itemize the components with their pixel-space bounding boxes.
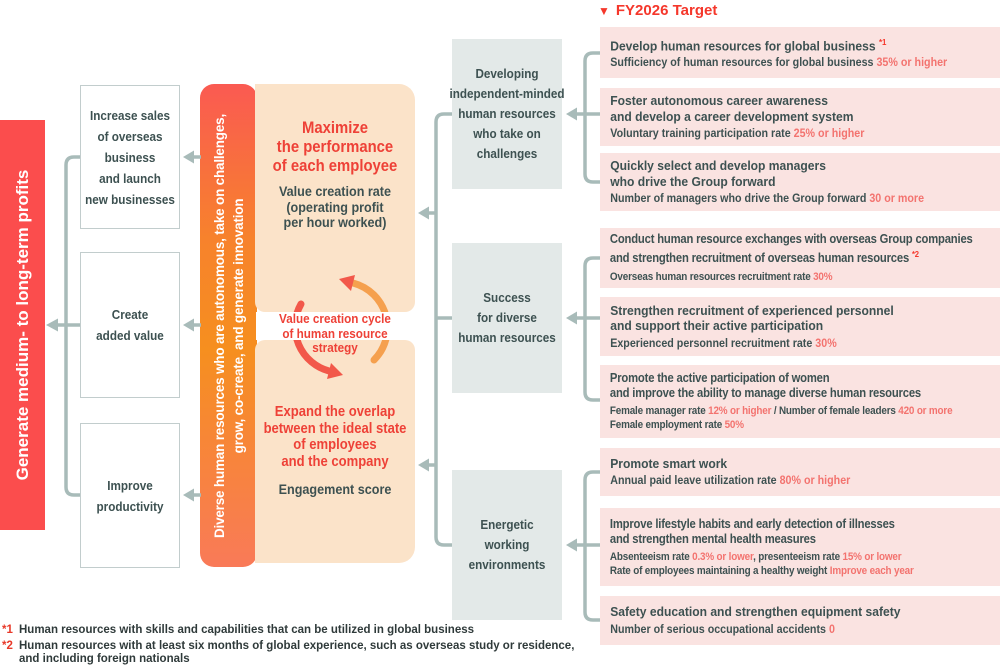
target-box-metrics: Annual paid leave utilization rate 80% or higher	[610, 475, 851, 488]
cycle-label: Value creation cycle of human resource strategy	[279, 311, 391, 355]
pillar-box-label: Energetic working environments	[468, 517, 546, 572]
profit-bar	[0, 120, 45, 530]
target-box-title: Promote the active participation of women and improve the ability to manage diverse human resources	[609, 371, 921, 400]
pillar-box-developing	[449, 39, 565, 189]
pillar-box-label: Developing independent-minded human resources who take on challenges	[449, 66, 565, 161]
target-box-metrics: Number of serious occupational accidents 0	[610, 623, 835, 636]
target-box-title: Develop human resources for global business $^{*1}$	[610, 36, 887, 53]
pillar-box-label: Success for diverse human resources	[458, 290, 556, 345]
profit-bar-label: Generate medium- to long-term profits	[12, 169, 32, 481]
connector-group3-bracket	[585, 472, 600, 620]
footnote-marker: *1	[2, 624, 13, 636]
outcome-box-increase-sales	[80, 85, 180, 229]
outcome-box-create-added-value	[80, 252, 180, 398]
target-box-title: Promote smart work	[610, 455, 728, 471]
value-creation-rate-label: Value creation rate (operating profit per hour worked)	[278, 183, 392, 230]
target-box-safety	[600, 596, 1000, 645]
footnotes	[2, 624, 574, 669]
footnote-marker: *2	[2, 639, 13, 652]
pillar-box-energetic	[452, 470, 562, 620]
footnote-item	[2, 624, 574, 638]
footnote-item	[2, 640, 574, 667]
diverse-bar-label: Diverse human resources who are autonomous, take on challenges, grow, co-create, and generate innovation	[211, 113, 246, 538]
target-box-overseas-exchanges	[600, 228, 1000, 288]
target-box-metrics: Female manager rate 12% or higher / Number of female leaders 420 or more Female employment rate 50%	[609, 405, 953, 431]
diverse-human-resources-bar	[200, 84, 257, 567]
arrowhead-into-panel-bottom	[418, 459, 429, 472]
target-box-develop-managers	[600, 153, 1000, 211]
target-box-metrics: Experienced personnel recruitment rate 30%	[610, 337, 837, 350]
target-box-global-business	[600, 27, 1000, 78]
triangle-down-icon: ▼	[598, 3, 610, 18]
target-box-experienced-personnel	[600, 297, 1000, 356]
target-box-lifestyle-health	[600, 508, 1000, 586]
connector-group2-bracket	[585, 258, 600, 400]
outcome-box-improve-productivity	[80, 423, 180, 568]
arrowhead-into-profit-bar	[46, 319, 58, 332]
outcome-box-label: Create added value	[96, 307, 164, 343]
target-box-metrics: Number of managers who drive the Group forward 30 or more	[610, 193, 925, 205]
fy2026-target-label: FY2026 Target	[615, 2, 718, 19]
expand-overlap-heading: Expand the overlap between the ideal state of employees and the company	[263, 404, 407, 470]
fy2026-target-header	[598, 2, 717, 19]
target-box-career-awareness	[600, 88, 1000, 146]
maximize-heading: Maximize the performance of each employee	[272, 119, 398, 175]
target-box-title: Foster autonomous career awareness and develop a career development system	[610, 93, 854, 124]
target-box-metrics: Absenteeism rate 0.3% or lower, presenteeism rate 15% or lower Rate of employees maintaining a healthy weight Improve each year	[609, 550, 914, 577]
footnote-text: Human resources with skills and capabilities that can be utilized in global business	[19, 624, 475, 636]
connector-group1-bracket	[585, 53, 600, 182]
target-box-women-participation	[600, 365, 1000, 438]
arrowhead-into-panel-top	[418, 207, 429, 220]
footnote-text: Human resources with at least six months of global experience, such as overseas study or residence, and including foreign nationals	[19, 639, 575, 665]
target-box-metrics: Overseas human resources recruitment rate 30%	[609, 270, 833, 283]
target-box-title: Improve lifestyle habits and early detection of illnesses and strengthen mental health measures	[609, 516, 895, 546]
target-box-title: Strengthen recruitment of experienced personnel and support their active participation	[610, 302, 894, 333]
outcome-box-label: Increase sales of overseas business and launch new businesses	[85, 107, 175, 207]
outcome-box-label: Improve productivity	[96, 477, 164, 514]
target-box-title: Quickly select and develop managers who drive the Group forward	[610, 158, 826, 189]
target-box-title: Conduct human resource exchanges with overseas Group companies and strengthen recruitment of overseas human resources $^{*2}$	[609, 232, 973, 266]
target-box-metrics: Voluntary training participation rate 25% or higher	[610, 128, 865, 140]
pillar-box-success	[452, 243, 562, 393]
target-box-smart-work	[600, 448, 1000, 496]
target-box-metrics: Sufficiency of human resources for global business 35% or higher	[610, 57, 948, 70]
engagement-score-label: Engagement score	[278, 481, 392, 497]
target-box-title: Safety education and strengthen equipment safety	[610, 604, 901, 620]
